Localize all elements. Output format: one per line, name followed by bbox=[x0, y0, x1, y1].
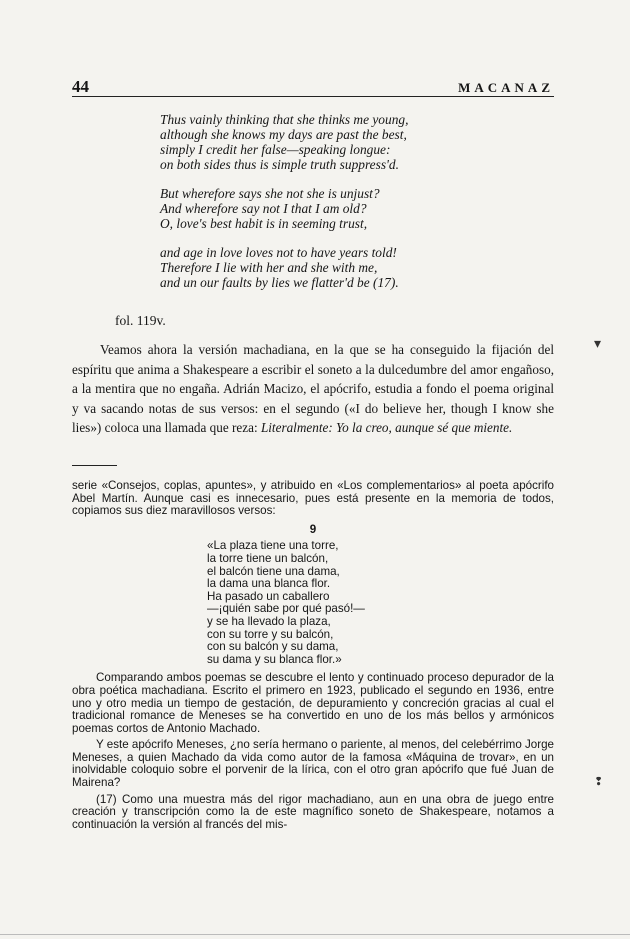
poem-line: —¡quién sabe por qué pasó!— bbox=[207, 602, 365, 616]
poem-line: el balcón tiene una dama, bbox=[207, 564, 340, 578]
footnote-paragraph: Y este apócrifo Meneses, ¿no sería hermano o pariente, al menos, del celebérrimo Jorge Meneses, a quien Machado da vida como autor de la famosa «Máquina de trovar», en un inolvidable coloquio sobre el porvenir de la lírica, con el otro gran apócrifo que fué Juan de Mairena? bbox=[72, 738, 554, 790]
quoted-poem bbox=[207, 540, 554, 666]
footnote-rule bbox=[72, 465, 117, 466]
stanza bbox=[160, 112, 480, 172]
footnote-intro: serie «Consejos, coplas, apuntes», y atribuido en «Los complementarios» al poeta apócrifo Abel Martín. Aunque casi es innecesario, pues está presente en la memoria de todos, copiamos sus diez maravillosos versos: bbox=[72, 479, 554, 518]
poem-line: Ha pasado un caballero bbox=[207, 589, 330, 603]
verse-line: Therefore I lie with her and she with me, bbox=[160, 260, 378, 275]
margin-mark: ▾ bbox=[594, 337, 602, 352]
verse-line: But wherefore says she not she is unjust? bbox=[160, 186, 380, 201]
sonnet-quotation bbox=[160, 112, 480, 290]
poem-number: 9 bbox=[309, 522, 317, 536]
verse-line: and age in love loves not to have years told! bbox=[160, 245, 397, 260]
header-rule bbox=[72, 96, 554, 97]
footnote-17: (17) Como una muestra más del rigor machadiano, aun en una obra de juego entre creación y transcripción como la de este magnífico soneto de Shakespeare, notamos a continuación la versión al francés del mis- bbox=[72, 792, 554, 831]
poem-line: con su balcón y su dama, bbox=[207, 640, 339, 654]
page-header bbox=[72, 77, 554, 97]
verse-line: on both sides thus is simple truth suppress'd. bbox=[160, 157, 399, 172]
stanza bbox=[160, 245, 480, 290]
verse-line: although she knows my days are past the best, bbox=[160, 127, 407, 142]
scan-edge bbox=[0, 934, 630, 935]
margin-mark: ❢ bbox=[594, 776, 604, 788]
stanza bbox=[160, 186, 480, 231]
poem-line: su dama y su blanca flor.» bbox=[207, 652, 342, 666]
running-title: MACANAZ bbox=[458, 80, 554, 95]
verse-line: simply I credit her false—speaking longue: bbox=[160, 142, 391, 157]
verse-line: O, love's best habit is in seeming trust, bbox=[160, 216, 368, 231]
footnotes bbox=[72, 480, 554, 831]
poem-line: la torre tiene un balcón, bbox=[207, 551, 329, 565]
poem-line: la dama una blanca flor. bbox=[207, 577, 331, 591]
folio-reference: fol. 119v. bbox=[115, 313, 166, 328]
footnote-paragraph: Comparando ambos poemas se descubre el lento y continuado proceso depurador de la obra poética machadiana. Escrito el primero en 1923, publicado el segundo en 1936, entre uno y otro media un tiempo de gestación, de depuramiento y concreción gracias al cual el tradicional romance de Meneses se ha convertido en uno de los más bellos y armónicos poemas cortos de Antonio Machado. bbox=[72, 671, 554, 735]
paragraph bbox=[72, 340, 554, 438]
poem-line: con su torre y su balcón, bbox=[207, 627, 334, 641]
poem-line: «La plaza tiene una torre, bbox=[207, 539, 339, 553]
page-number: 44 bbox=[72, 77, 89, 96]
verse-line: And wherefore say not I that I am old? bbox=[160, 201, 367, 216]
paragraph-text: Veamos ahora la versión machadiana, en la que se ha conseguido la fijación del espíritu que anima a Shakespeare a escribir el soneto a la dulcedumbre del amor engañoso, a la mentira que no engaña. Adrián Macizo, el apócrifo, estudia a fondo el poema original y va sacando notas de sus versos: en el segundo («I do believe her, though I know she lies») coloca una llamada que reza: bbox=[72, 342, 554, 436]
body-paragraph bbox=[72, 340, 554, 438]
verse-line: and un our faults by lies we flatter'd be (17). bbox=[160, 275, 399, 290]
verse-line: Thus vainly thinking that she thinks me young, bbox=[160, 112, 409, 127]
italic-quote: Literalmente: Yo la creo, aunque sé que miente. bbox=[260, 420, 513, 436]
poem-line: y se ha llevado la plaza, bbox=[207, 614, 331, 628]
